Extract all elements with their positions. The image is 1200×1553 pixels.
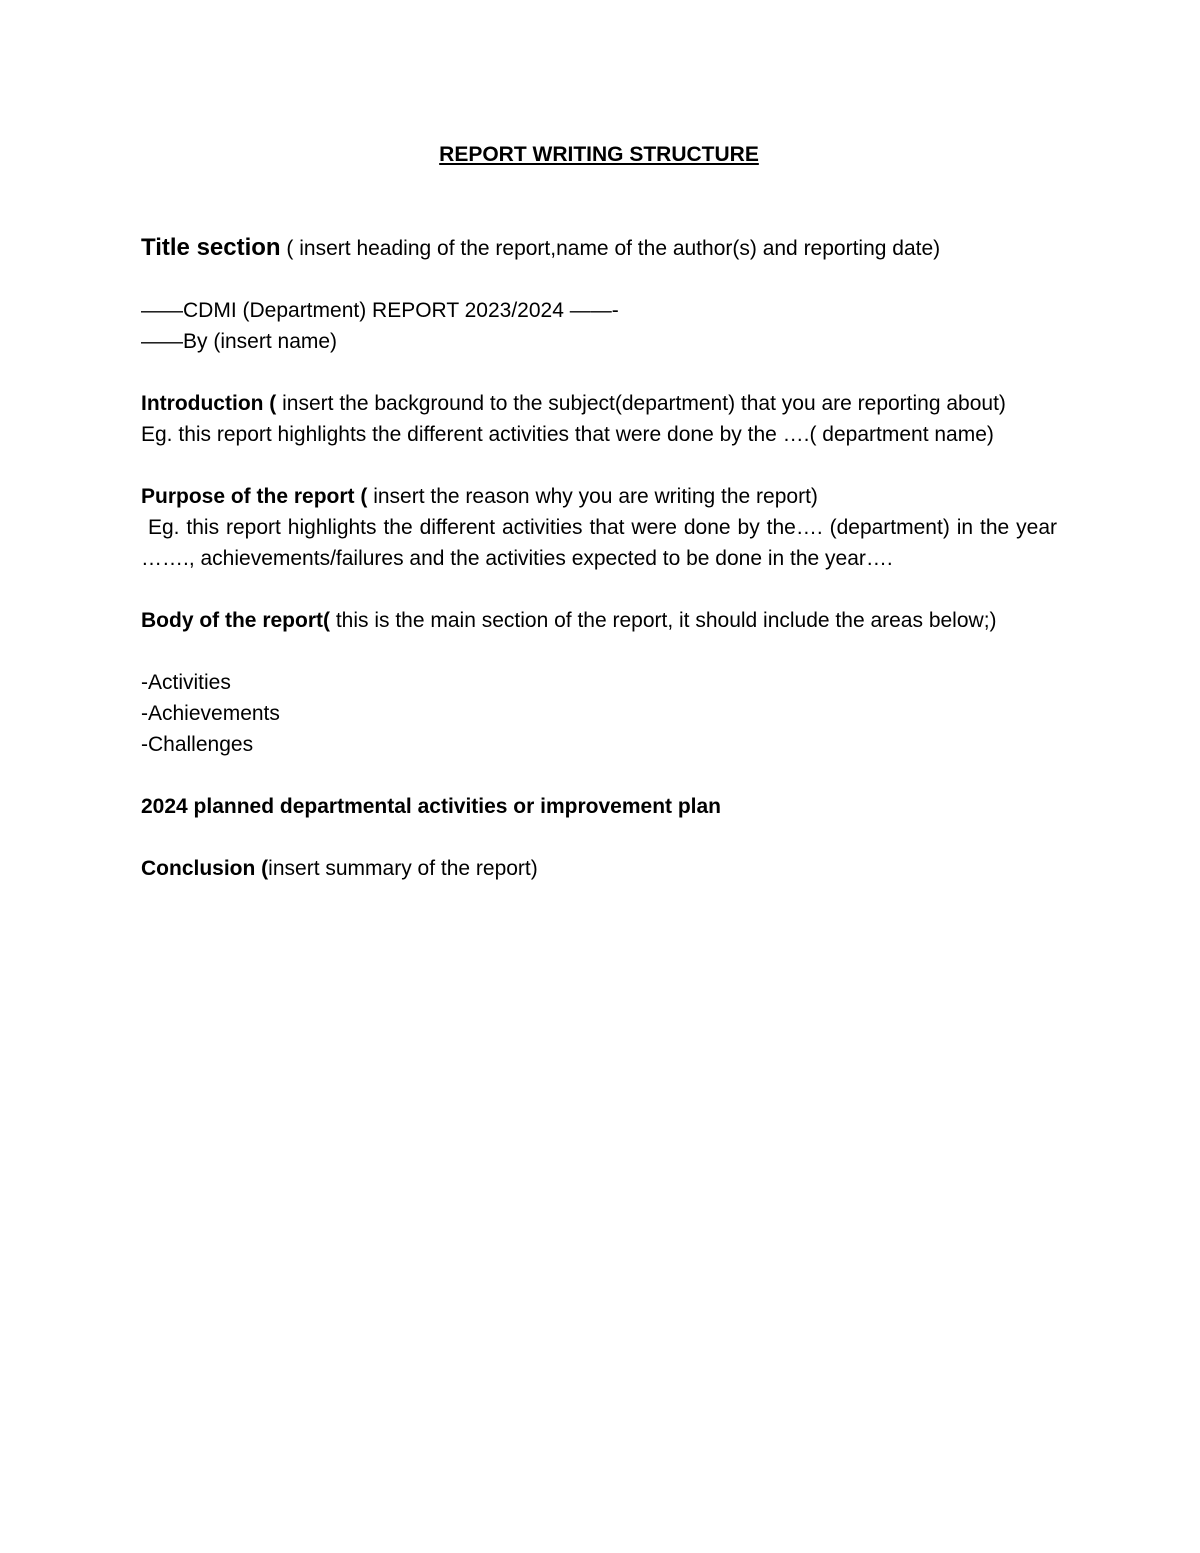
body-list-item-challenges: -Challenges (141, 733, 254, 756)
body-list-item-achievements: -Achievements (141, 702, 280, 725)
purpose-example: Eg. this report highlights the different activities that were done by the…. (department) in the year ……., achievements/failures and the activities expected to be done in the year…. (141, 516, 1063, 570)
spacer (141, 357, 1057, 388)
introduction-example: Eg. this report highlights the different activities that were done by the ….( department name) (141, 423, 994, 446)
introduction-text: insert the background to the subject(department) that you are reporting about) (282, 392, 1006, 415)
conclusion-paragraph (141, 853, 1057, 884)
body-label: Body of the report( (141, 609, 336, 632)
purpose-paragraph (141, 481, 1057, 512)
title-section-paragraph (141, 232, 1057, 264)
body-paragraph (141, 605, 1057, 636)
purpose-text: insert the reason why you are writing the report) (373, 485, 818, 508)
spacer (141, 264, 1057, 295)
introduction-paragraph (141, 388, 1057, 419)
document-content (141, 139, 1063, 884)
introduction-label: Introduction ( (141, 392, 283, 415)
planned-activities-heading: 2024 planned departmental activities or improvement plan (141, 795, 722, 818)
spacer (141, 822, 1057, 853)
title-section-author-line: ——By (insert name) (141, 330, 338, 353)
spacer (141, 450, 1057, 481)
purpose-label: Purpose of the report ( (141, 485, 374, 508)
title-section-text: ( insert heading of the report,name of the author(s) and reporting date) (280, 237, 941, 260)
title-section-label: Title section (141, 234, 281, 261)
body-list-item-activities: -Activities (141, 671, 231, 694)
spacer (141, 760, 1057, 791)
title-section-heading-line: ——CDMI (Department) REPORT 2023/2024 ——- (141, 299, 619, 322)
conclusion-label: Conclusion ( (141, 857, 269, 880)
document-title: REPORT WRITING STRUCTURE (439, 143, 759, 166)
conclusion-text: insert summary of the report) (268, 857, 538, 880)
body-text: this is the main section of the report, it should include the areas below;) (335, 609, 997, 632)
spacer (141, 636, 1057, 667)
spacer (141, 574, 1057, 605)
